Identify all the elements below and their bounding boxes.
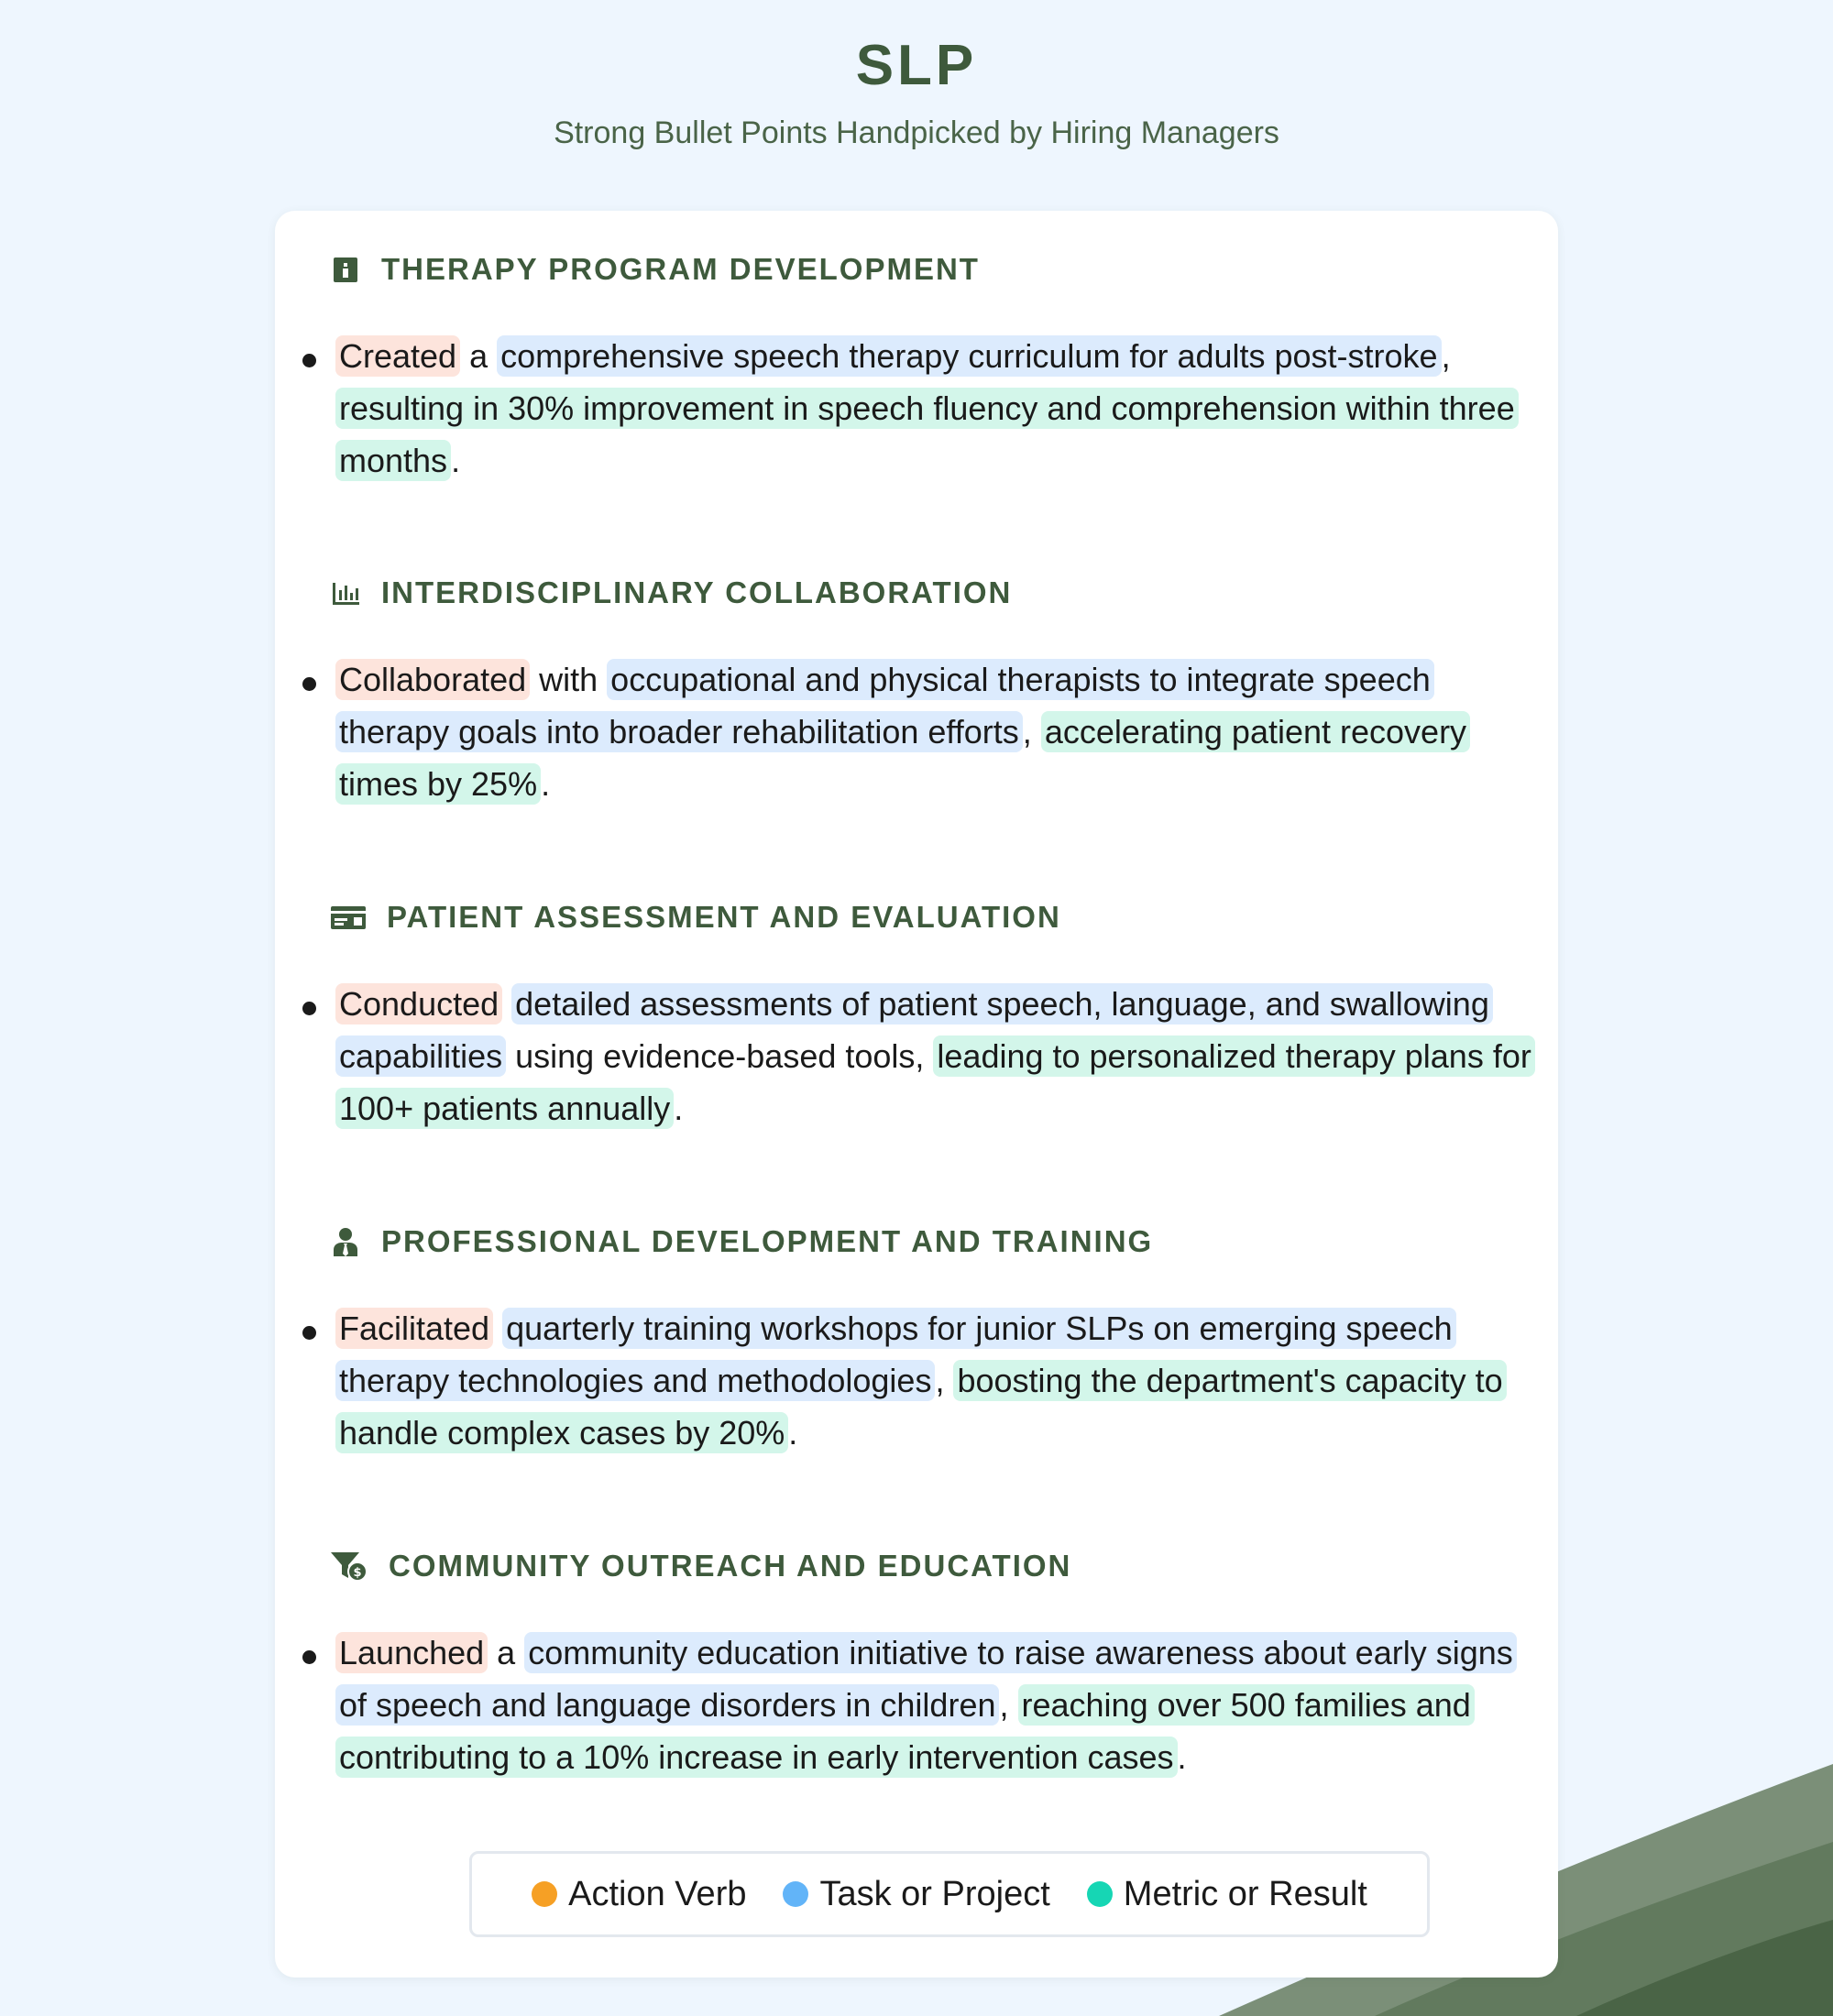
plain-text [502,985,511,1023]
section-heading [330,897,1061,937]
plain-text: a [460,337,498,375]
section-title: COMMUNITY OUTREACH AND EDUCATION [389,1549,1072,1583]
svg-text:$: $ [353,1566,362,1580]
plain-text: . [674,1090,684,1127]
legend-label: Action Verb [568,1874,747,1913]
action-verb: Conducted [335,983,502,1024]
section-title: INTERDISCIPLINARY COLLABORATION [381,575,1013,609]
task-or-project: comprehensive speech therapy curriculum for adults post-stroke [497,335,1441,377]
action-verb: Collaborated [335,659,530,700]
task-or-project: quarterly training workshops for junior SLPs on emerging speech therapy technologies and methodologies [335,1308,1456,1401]
metric-or-result: reaching over 500 families and contributing to a 10% increase in early intervention cases [335,1684,1475,1778]
task-or-project: detailed assessments of patient speech, language, and swallowing capabilities [335,983,1493,1077]
plain-text: with [530,661,608,698]
highlight-legend [469,1851,1430,1937]
legend-item-metric [1087,1875,1367,1914]
legend-item-task [783,1875,1049,1914]
metric-or-result: resulting in 30% improvement in speech fluency and comprehension within three months [335,388,1519,481]
plain-text: . [1177,1738,1187,1776]
page-title: SLP [855,34,978,97]
legend-label: Task or Project [819,1874,1050,1913]
bullet-text [335,653,1545,810]
bullet-dot [302,354,316,367]
section-heading [330,1222,1153,1262]
bullet-text [335,1302,1545,1459]
section-title: PATIENT ASSESSMENT AND EVALUATION [387,900,1061,934]
plain-text: , [999,1686,1018,1724]
section-title: THERAPY PROGRAM DEVELOPMENT [381,252,980,286]
legend-label: Metric or Result [1123,1874,1367,1913]
legend-dot-task [783,1881,808,1907]
bullet-points-card [275,211,1558,1978]
plain-text: , [1022,713,1041,751]
page-subtitle: Strong Bullet Points Handpicked by Hiring Managers [554,115,1279,150]
action-verb: Facilitated [335,1308,493,1349]
bullet-dot [302,1002,316,1015]
page-header [0,0,1833,152]
task-or-project: community education initiative to raise awareness about early signs of speech and language disorders in children [335,1632,1517,1726]
legend-dot-action-verb [532,1881,557,1907]
legend-dot-metric [1087,1881,1113,1907]
bullet-dot [302,1650,316,1664]
bullet-text [335,978,1545,1134]
task-or-project: occupational and physical therapists to integrate speech therapy goals into broader rehabilitation efforts [335,659,1434,752]
metric-or-result: boosting the department's capacity to handle complex cases by 20% [335,1360,1507,1453]
plain-text [493,1309,502,1347]
plain-text: , [1441,337,1451,375]
plain-text: using evidence-based tools, [506,1037,934,1075]
bar-chart-icon [330,577,361,608]
section-title: PROFESSIONAL DEVELOPMENT AND TRAINING [381,1224,1154,1258]
metric-or-result: leading to personalized therapy plans for 100+ patients annually [335,1035,1535,1129]
plain-text: . [541,765,551,803]
section-heading [330,1546,1071,1586]
plain-text: , [935,1362,954,1399]
bullet-text [335,1627,1545,1783]
metric-or-result: accelerating patient recovery times by 25% [335,711,1470,805]
plain-text: . [451,442,461,479]
bullet-text [335,330,1545,487]
plain-text: . [788,1414,798,1452]
bullet-dot [302,677,316,691]
action-verb: Launched [335,1632,488,1673]
plain-text: a [488,1634,525,1671]
section-heading [330,249,980,290]
bullet-dot [302,1326,316,1340]
clipboard-icon [330,254,361,285]
id-card-icon [330,902,367,933]
section-heading [330,573,1012,613]
funnel-dollar-icon [330,1550,368,1582]
legend-item-action-verb [532,1875,746,1914]
user-tie-icon [330,1226,361,1257]
action-verb: Created [335,335,460,377]
